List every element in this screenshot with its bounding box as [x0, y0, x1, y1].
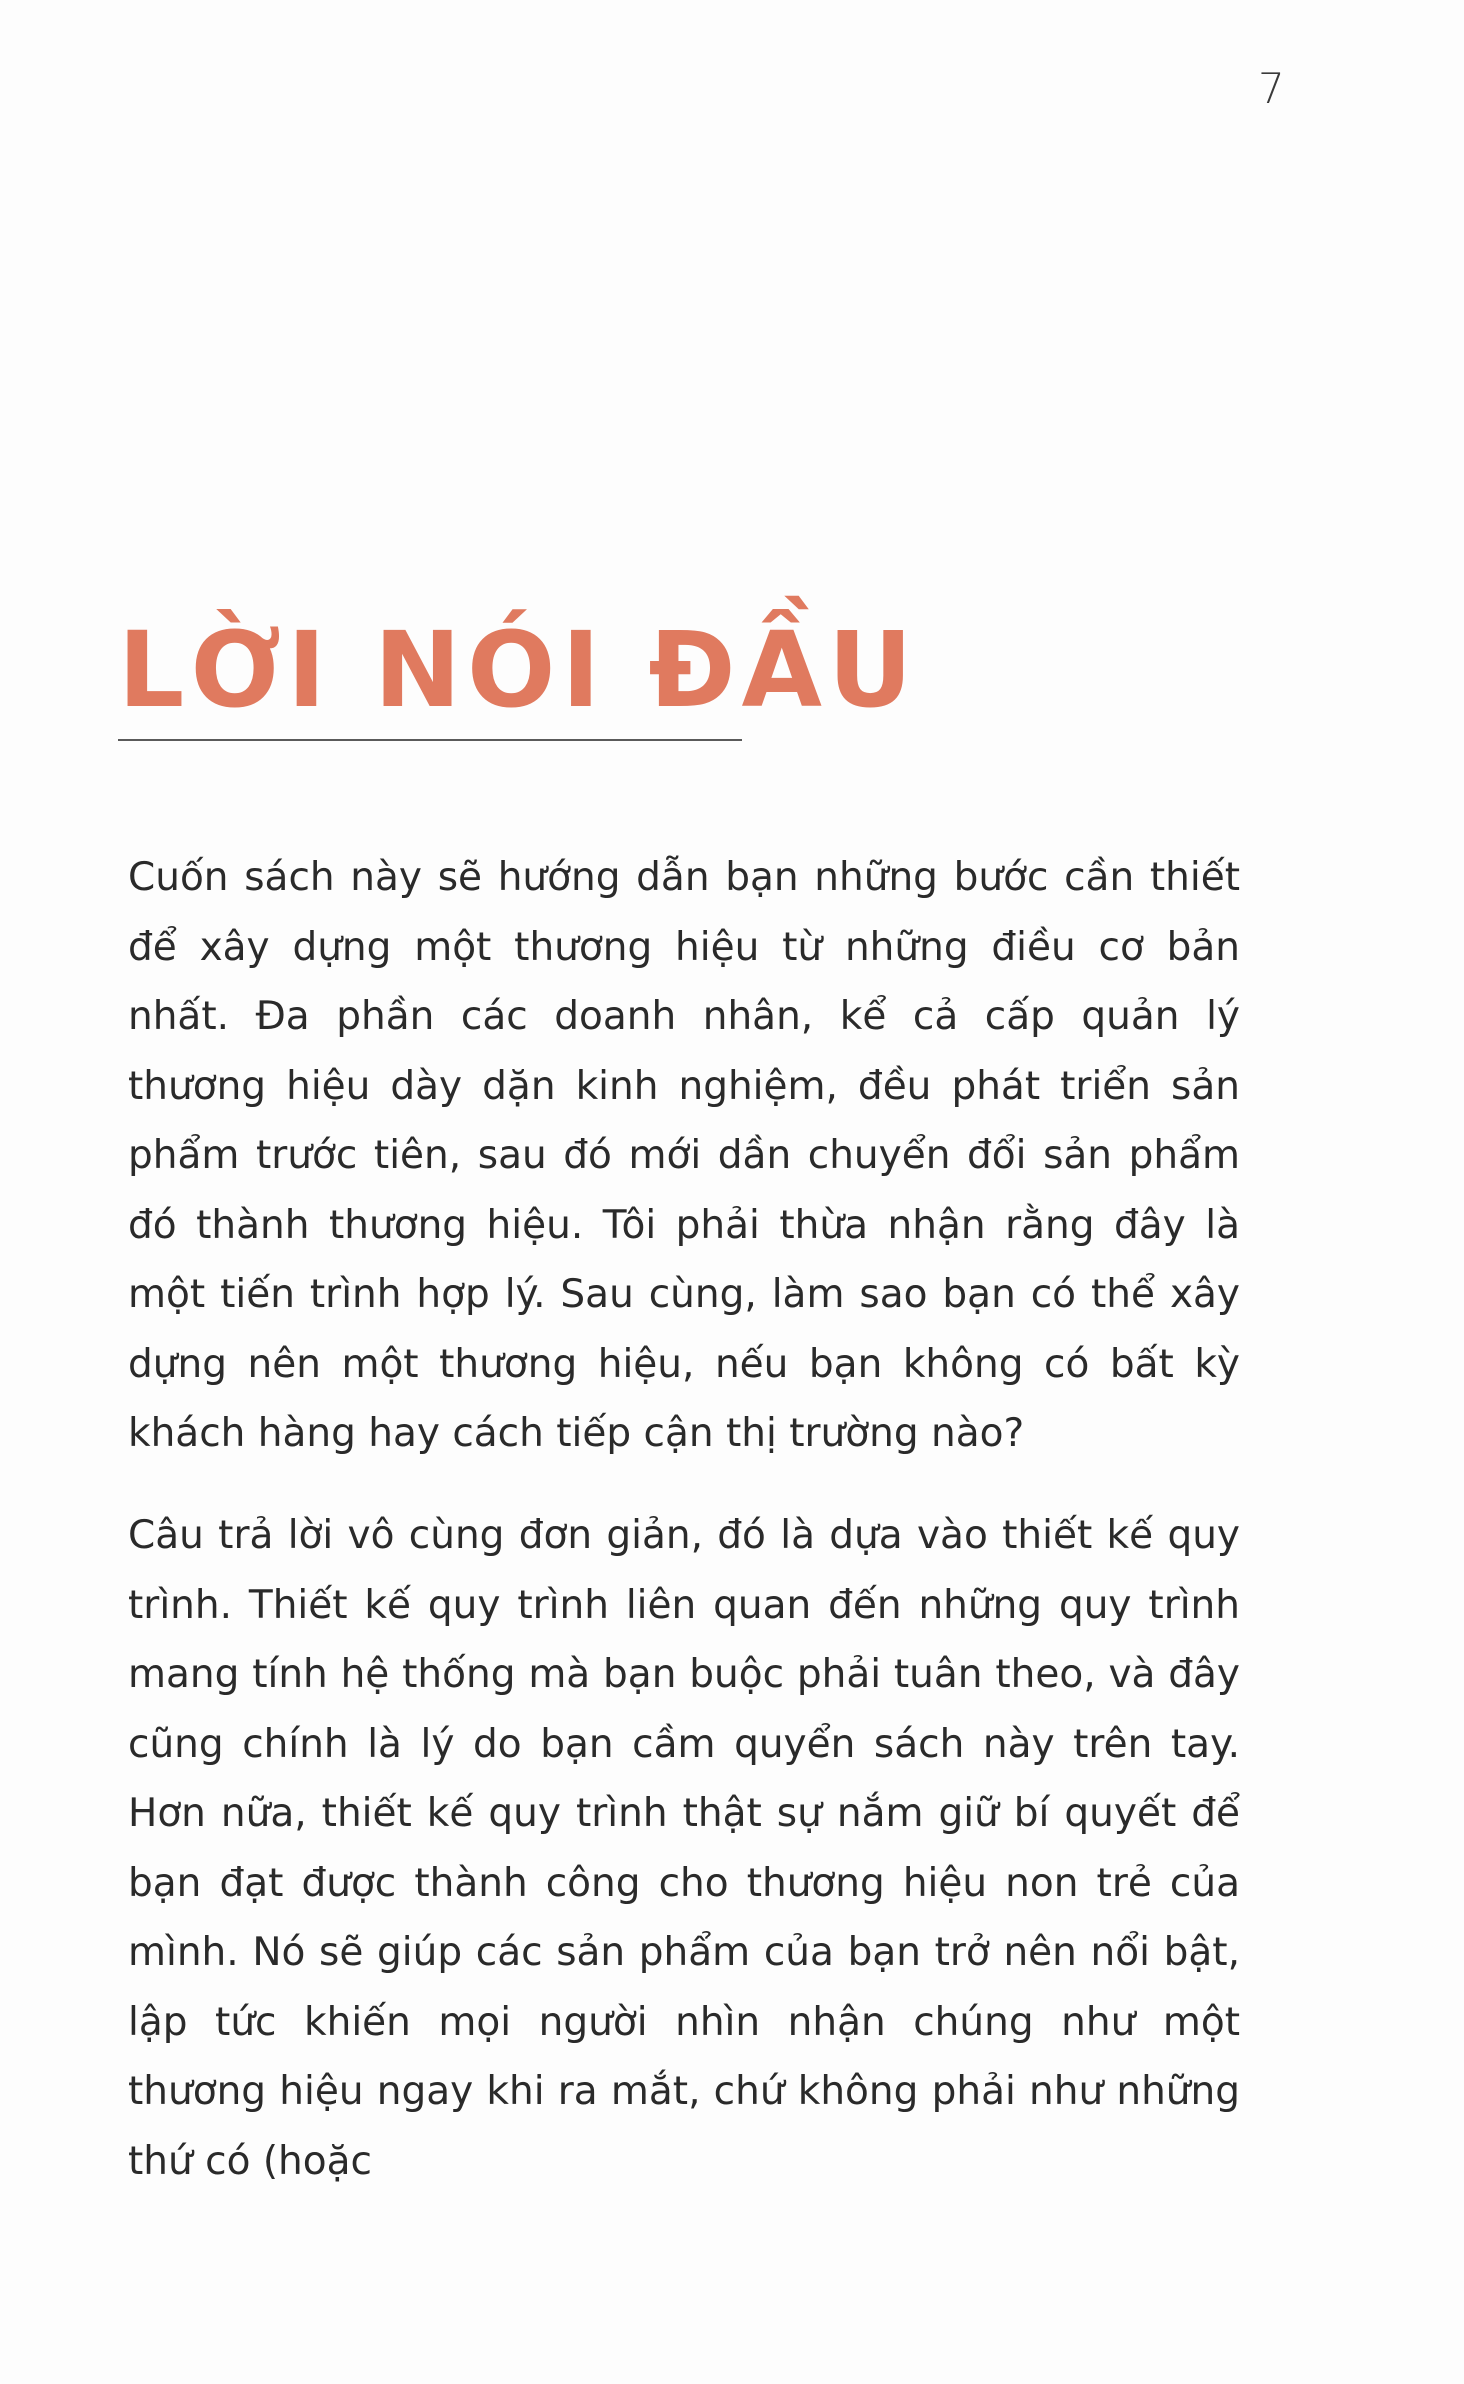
title-underline — [118, 739, 742, 741]
page-number: 7 — [1258, 64, 1285, 113]
paragraph-1: Cuốn sách này sẽ hướng dẫn bạn những bước cần thiết để xây dựng một thương hiệu từ những điều cơ bản nhất. Đa phần các doanh nhân, kể cả cấp quản lý thương hiệu dày dặn kinh nghiệm, đều phát triển sản phẩm trước tiên, sau đó mới dần chuyển đổi sản phẩm đó thành thương hiệu. Tôi phải thừa nhận rằng đây là một tiến trình hợp lý. Sau cùng, làm sao bạn có thể xây dựng nên một thương hiệu, nếu bạn không có bất kỳ khách hàng hay cách tiếp cận thị trường nào? — [128, 855, 1240, 1456]
paragraph-2: Câu trả lời vô cùng đơn giản, đó là dựa vào thiết kế quy trình. Thiết kế quy trình liên quan đến những quy trình mang tính hệ thống mà bạn buộc phải tuân theo, và đây cũng chính là lý do bạn cầm quyển sách này trên tay. Hơn nữa, thiết kế quy trình thật sự nắm giữ bí quyết để bạn đạt được thành công cho thương hiệu non trẻ của mình. Nó sẽ giúp các sản phẩm của bạn trở nên nổi bật, lập tức khiến mọi người nhìn nhận chúng như một thương hiệu ngay khi ra mắt, chứ không phải như những thứ có (hoặc — [128, 1513, 1240, 2184]
chapter-title: LỜI NÓI ĐẦU — [118, 609, 919, 731]
